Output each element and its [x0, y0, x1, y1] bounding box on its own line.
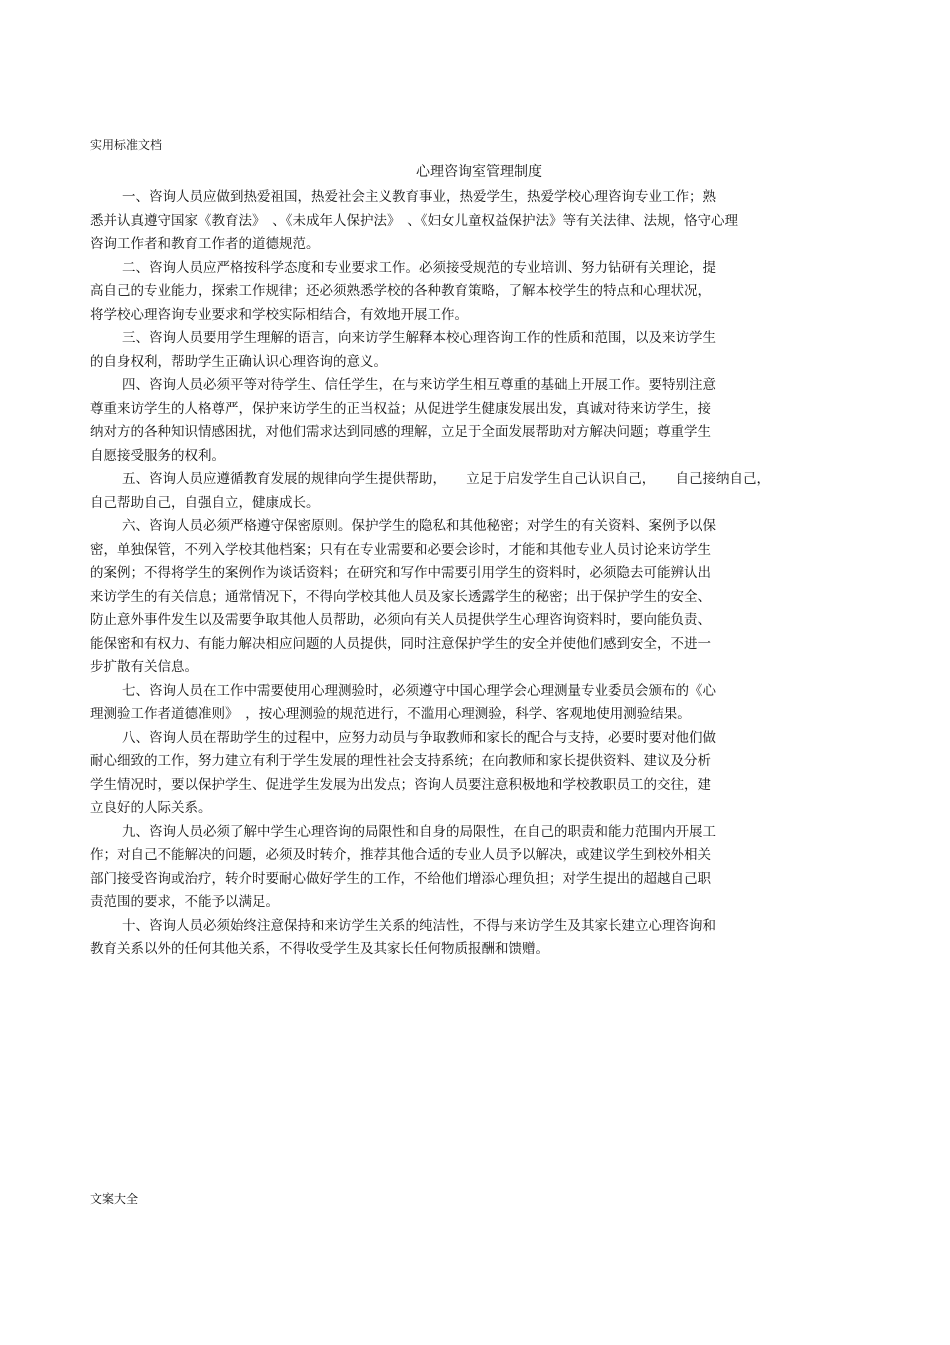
paragraph-line: 密，单独保管，不列入学校其他档案；只有在专业需要和必要会诊时，才能和其他专业人员讨论来访学生 — [90, 541, 711, 558]
paragraph-line: 二、咨询人员应严格按科学态度和专业要求工作。必须接受规范的专业培训、努力钻研有关理论，提 — [122, 259, 716, 276]
paragraph-9 — [90, 821, 790, 915]
paragraph-line: 五、咨询人员应遵循教育发展的规律向学生提供帮助， 立足于启发学生自己认识自己， 自己接纳自己， — [122, 471, 770, 487]
paragraph-line: 步扩散有关信息。 — [90, 659, 198, 675]
paragraph-line: 六、咨询人员必须严格遵守保密原则。保护学生的隐私和其他秘密；对学生的有关资料、案例予以保 — [122, 518, 716, 534]
paragraph-7 — [90, 680, 790, 727]
paragraph-2 — [90, 257, 790, 328]
paragraph-3 — [90, 327, 790, 374]
paragraph-line: 九、咨询人员必须了解中学生心理咨询的局限性和自身的局限性，在自己的职责和能力范围内开展工 — [122, 823, 716, 840]
paragraph-line: 将学校心理咨询专业要求和学校实际相结合，有效地开展工作。 — [90, 306, 468, 323]
paragraph-line: 十、咨询人员必须始终注意保持和来访学生关系的纯洁性，不得与来访学生及其家长建立心理咨询和 — [122, 917, 716, 934]
paragraph-line: 部门接受咨询或治疗，转介时要耐心做好学生的工作，不给他们增添心理负担；对学生提出的超越自己职 — [90, 870, 711, 887]
page-footer: 文案大全 — [90, 1192, 139, 1206]
paragraph-line: 来访学生的有关信息；通常情况下，不得向学校其他人员及家长透露学生的秘密；出于保护学生的安全、 — [90, 588, 711, 605]
paragraph-line: 理测验工作者道德准则》 ，按心理测验的规范进行，不滥用心理测验，科学、客观地使用测验结果。 — [90, 706, 691, 722]
paragraph-line: 能保密和有权力、有能力解决相应问题的人员提供，同时注意保护学生的安全并使他们感到安全，不进一 — [90, 635, 711, 652]
paragraph-line: 耐心细致的工作，努力建立有利于学生发展的理性社会支持系统；在向教师和家长提供资料、建议及分析 — [90, 753, 711, 769]
paragraph-4 — [90, 374, 790, 468]
paragraph-8 — [90, 727, 790, 821]
paragraph-line: 咨询工作者和教育工作者的道德规范。 — [90, 236, 320, 252]
paragraph-line: 一、咨询人员应做到热爱祖国，热爱社会主义教育事业，热爱学生，热爱学校心理咨询专业工作；熟 — [122, 189, 716, 205]
document-body — [90, 186, 790, 962]
paragraph-line: 尊重来访学生的人格尊严，保护来访学生的正当权益；从促进学生健康发展出发，真诚对待来访学生，接 — [90, 400, 711, 417]
paragraph-line: 的自身权利，帮助学生正确认识心理咨询的意义。 — [90, 353, 387, 370]
paragraph-line: 八、咨询人员在帮助学生的过程中，应努力动员与争取教师和家长的配合与支持，必要时要对他们做 — [122, 729, 716, 746]
paragraph-line: 教育关系以外的任何其他关系，不得收受学生及其家长任何物质报酬和馈赠。 — [90, 941, 549, 957]
paragraph-line: 作；对自己不能解决的问题，必须及时转介，推荐其他合适的专业人员予以解决，或建议学生到校外相关 — [90, 847, 711, 863]
paragraph-line: 防止意外事件发生以及需要争取其他人员帮助，必须向有关人员提供学生心理咨询资料时，要向能负责、 — [90, 612, 711, 628]
paragraph-5 — [90, 468, 790, 515]
paragraph-line: 责范围的要求，不能予以满足。 — [90, 894, 279, 910]
page-header: 实用标准文档 — [90, 138, 163, 152]
paragraph-line: 悉并认真遵守国家《教育法》 、《未成年人保护法》 、《妇女儿童权益保护法》等有关法律、法规，恪守心理 — [90, 212, 738, 229]
paragraph-line: 四、咨询人员必须平等对待学生、信任学生，在与来访学生相互尊重的基础上开展工作。要特别注意 — [122, 377, 716, 393]
paragraph-line: 七、咨询人员在工作中需要使用心理测验时，必须遵守中国心理学会心理测量专业委员会颁布的《心 — [122, 682, 716, 699]
document-title: 心理咨询室管理制度 — [416, 164, 542, 180]
paragraph-line: 学生情况时，要以保护学生、促进学生发展为出发点；咨询人员要注意积极地和学校教职员工的交往，建 — [90, 776, 711, 793]
paragraph-line: 自己帮助自己，自强自立，健康成长。 — [90, 494, 320, 511]
paragraph-10 — [90, 915, 790, 962]
paragraph-line: 纳对方的各种知识情感困扰，对他们需求达到同感的理解，立足于全面发展帮助对方解决问题；尊重学生 — [90, 424, 711, 440]
paragraph-line: 立良好的人际关系。 — [90, 800, 212, 816]
paragraph-1 — [90, 186, 790, 257]
paragraph-line: 三、咨询人员要用学生理解的语言，向来访学生解释本校心理咨询工作的性质和范围，以及来访学生 — [122, 330, 716, 346]
paragraph-line: 自愿接受服务的权利。 — [90, 447, 225, 464]
paragraph-line: 高自己的专业能力，探索工作规律；还必须熟悉学校的各种教育策略，了解本校学生的特点和心理状况， — [90, 283, 711, 299]
paragraph-line: 的案例；不得将学生的案例作为谈话资料；在研究和写作中需要引用学生的资料时，必须隐去可能辨认出 — [90, 565, 711, 581]
paragraph-6 — [90, 515, 790, 680]
